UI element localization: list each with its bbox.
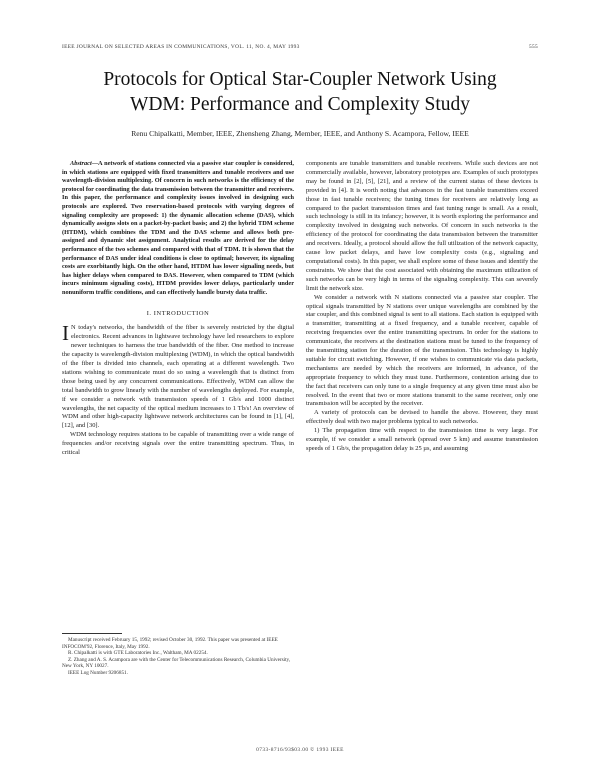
- intro-paragraph-1: [62, 321, 294, 431]
- footnote-manuscript: Manuscript received February 15, 1992; revised October 30, 1992. This paper was presented at IEEE INFOCOM'92, Florence, Italy, May 1992.: [62, 637, 278, 650]
- page-number: 555: [529, 44, 538, 50]
- right-paragraph-4: 1) The propagation time with respect to the transmission time is very large. For example, if we consider a small network (spread over 5 km) and assume transmission speeds of 1 Gb/s, the propagation delay is 25 µs, and assuming: [306, 427, 538, 452]
- intro-paragraph-1-text: N today's networks, the bandwidth of the fiber is severely restricted by the digital electronics. Recent advances in lightwave technology have led researchers to explore newer techniques to harness the true bandwidth of the fiber. One method to increase the capacity is wavelength-division multiplexing (WDM), in which the optical bandwidth of the fiber is divided into channels, each operating at a different wavelength. Two stations wishing to communicate must do so using a wavelength that is distinct from those being used by any concurrent communications. Effectively, WDM can allow the total bandwidth to grow linearly with the number of wavelengths deployed. For example, if we consider a network with transmission speeds of 1 Gb/s and 1000 distinct wavelengths, the net capacity of the optical medium increases to 1 Tb/s! An overview of WDM and other high-capacity lightwave network architectures can be found in [1], [4], [12], and [30].: [62, 324, 294, 430]
- title-line-2: WDM: Performance and Complexity Study: [129, 94, 471, 115]
- footnote-ieee-log: IEEE Log Number 9206851.: [68, 669, 128, 676]
- footnote-block: [62, 637, 294, 677]
- abstract-text: —A network of stations connected via a passive star coupler is considered, in which stations are equipped with fixed transmitters and tunable receivers and use wavelength-division multiplexing. Of concern in such networks is the efficiency of the protocol for coordinating the data transmission between the transmitter and receivers. In this paper, the performance and complexity issues involved in designing such protocols are explored. Two reservation-based protocols with varying degrees of signaling complexity are proposed: 1) the dynamic allocation scheme (DAS), which dynamically assigns slots on a packet-by-packet basis; and 2) the hybrid TDM scheme (HTDM), which combines the TDM and the DAS scheme and allows both pre-assigned and dynamic slot assignment. Analytical results are derived for the delay performance of the two schemes and compared with that of TDM. It is shown that the performance of DAS under ideal conditions is close to optimal; however, its signaling costs are exorbitantly high. On the other hand, HTDM has lower signaling needs, but has higher delays when compared to DAS. However, when compared to TDM (which incurs minimum signaling costs), HTDM provides lower delays, particularly under nonuniform traffic conditions, and can effectively handle bursty data traffic.: [62, 160, 294, 296]
- intro-paragraph-2: WDM technology requires stations to be capable of transmitting over a wide range of frequencies and/or receiving signals over the entire transmitting spectrum. Thus, in critical: [62, 431, 294, 457]
- copyright-line: 0733-8716/93$03.00 © 1993 IEEE: [256, 747, 344, 753]
- right-column: [306, 160, 538, 454]
- section-heading-introduction: I. INTRODUCTION: [146, 309, 210, 317]
- footnote-rule: [62, 633, 122, 634]
- right-paragraph-2: We consider a network with N stations connected via a passive star coupler. The optical signals transmitted by N stations over unique wavelengths are combined by the star coupler, and this combined signal is sent to all stations. Each station is equipped with a transmitter, transmitting at a fixed frequency, and a tunable receiver, capable of receiving frequencies over the entire transmitting spectrum. In order for the stations to communicate, the receivers at the destination stations must be tuned to the frequency of the transmitting station for the duration of the transmission. This technology is highly suitable for circuit switching. However, if one wishes to communicate via data packets, mechanisms are needed by which the receivers are informed, in advance, of the appropriate frequency to which they must tune. Furthermore, contention arising due to the fact that receivers can only tune to a single frequency at any given time must also be resolved. In the event that two or more stations transmit to the same receiver, only one transmission will be accepted by the receiver.: [306, 293, 538, 408]
- left-column: [62, 160, 294, 458]
- title-line-1: Protocols for Optical Star-Coupler Network Using: [103, 69, 497, 90]
- abstract: [62, 160, 294, 298]
- author-list: Renu Chipalkatti, Member, IEEE, Zhensheng Zhang, Member, IEEE, and Anthony S. Acampora, Fellow, IEEE: [131, 129, 469, 138]
- right-paragraph-1: components are tunable transmitters and tunable receivers. While such devices are not commercially available, however, laboratory prototypes are. Examples of such prototypes may be found in [2], [5], [21], and a review of the current status of these devices is provided in [4]. It is worth noting that advances in the fast tunable transmitters exceed those in fast tunable receivers; the tuning times for receivers are relatively long as compared to the packet transmission times and fast tuning range is small. As a result, such technology is still in its infancy; however, it is worth exploring the performance and complexity involved in designing such networks. Of concern in such networks is the efficiency of the protocol for coordinating the data transmission between the transmitter and receivers. Ideally, a protocol should allow the full utilization of the network capacity, cause low packet delays, and have low complexity costs (e.g., signaling and computational costs). In this paper, we shall explore some of these issues and identify the constraints. We show that the cost associated with obtaining the maximum utilization of such networks can be very high in terms of the signaling complexity. This can severely limit the network size.: [306, 160, 538, 292]
- footnote-affiliation-1: R. Chipalkatti is with GTE Laboratories Inc., Waltham, MA 02254.: [68, 650, 208, 657]
- journal-name: IEEE JOURNAL ON SELECTED AREAS IN COMMUNICATIONS, VOL. 11, NO. 4, MAY 1993: [62, 44, 300, 50]
- abstract-lead: Abstract: [70, 160, 92, 167]
- right-paragraph-3: A variety of protocols can be devised to handle the above. However, they must effectively deal with two major problems typical to such networks.: [306, 409, 538, 426]
- footnote-affiliation-2: Z. Zhang and A. S. Acampora are with the Center for Telecommunications Research, Columbia University, New York, NY 10027.: [62, 656, 291, 670]
- paper-title: [40, 67, 560, 117]
- running-head: [62, 44, 538, 50]
- drop-cap: I: [62, 321, 69, 346]
